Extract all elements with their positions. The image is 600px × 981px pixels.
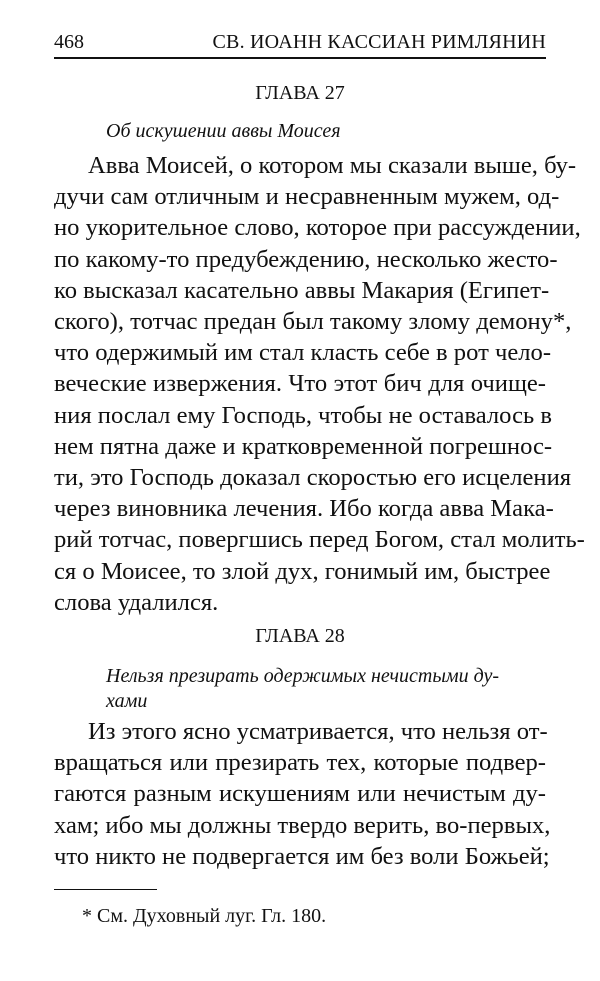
- chapter-28-line: вращаться или презирать тех, которые подвер-: [54, 749, 546, 777]
- chapter-27-line: ти, это Господь доказал скоростью его исцеления: [54, 464, 572, 492]
- chapter-28-line: хам; ибо мы должны твердо верить, во-первых,: [54, 811, 551, 839]
- running-head: СВ. ИОАНН КАССИАН РИМЛЯНИН: [212, 31, 546, 53]
- footnote-divider: [54, 889, 157, 890]
- chapter-27-paragraph: [54, 150, 585, 618]
- chapter-28-subtitle: [106, 664, 506, 714]
- page-header: [54, 28, 546, 56]
- chapter-28-subtitle-line: Нельзя презирать одержимых нечистыми ду-: [106, 665, 500, 687]
- footnote: * См. Духовный луг. Гл. 180.: [82, 905, 327, 927]
- chapter-27-line: ния послал ему Господь, чтобы не оставалось в: [54, 401, 552, 429]
- chapter-27-line: веческие извержения. Что этот бич для очище-: [54, 370, 546, 398]
- chapter-28-line: что никто не подвергается им без воли Божьей;: [54, 842, 550, 870]
- chapter-27-line: нем пятна даже и кратковременной погрешнос-: [54, 432, 553, 460]
- chapter-27-line: что одержимый им стал класть себе в рот чело-: [54, 339, 552, 367]
- chapter-27-line: рий тотчас, повергшись перед Богом, стал молить-: [54, 526, 585, 554]
- chapter-27-title: ГЛАВА 27: [255, 82, 345, 104]
- page-number: 468: [54, 31, 84, 53]
- chapter-28-subtitle-line: хами: [106, 690, 148, 712]
- chapter-27-line: но укорительное слово, которое при рассуждении,: [54, 214, 581, 242]
- header-divider: [54, 57, 546, 59]
- chapter-28-paragraph: [54, 716, 551, 872]
- chapter-27-line: дучи сам отличным и несравненным мужем, од-: [54, 183, 560, 211]
- chapter-27-line: по какому-то предубеждению, несколько жесто-: [54, 245, 558, 273]
- chapter-28-title: ГЛАВА 28: [255, 625, 345, 647]
- chapter-28-line: гаются разным искушениям или нечистым ду-: [54, 780, 546, 808]
- chapter-27-subtitle: Об искушении аввы Моисея: [106, 120, 341, 142]
- chapter-27-line: ко высказал касательно аввы Макария (Египет-: [54, 276, 550, 304]
- chapter-28-line: Из этого ясно усматривается, что нельзя от-: [88, 718, 548, 745]
- chapter-27-line: Авва Моисей, о котором мы сказали выше, бу-: [88, 152, 577, 179]
- chapter-27-line: ского), тотчас предан был такому злому демону*,: [54, 308, 572, 336]
- chapter-27-line: слова удалился.: [54, 588, 219, 616]
- chapter-27-line: через виновника лечения. Ибо когда авва Мака-: [54, 495, 554, 523]
- chapter-27-line: ся о Моисее, то злой дух, гонимый им, быстрее: [54, 557, 551, 585]
